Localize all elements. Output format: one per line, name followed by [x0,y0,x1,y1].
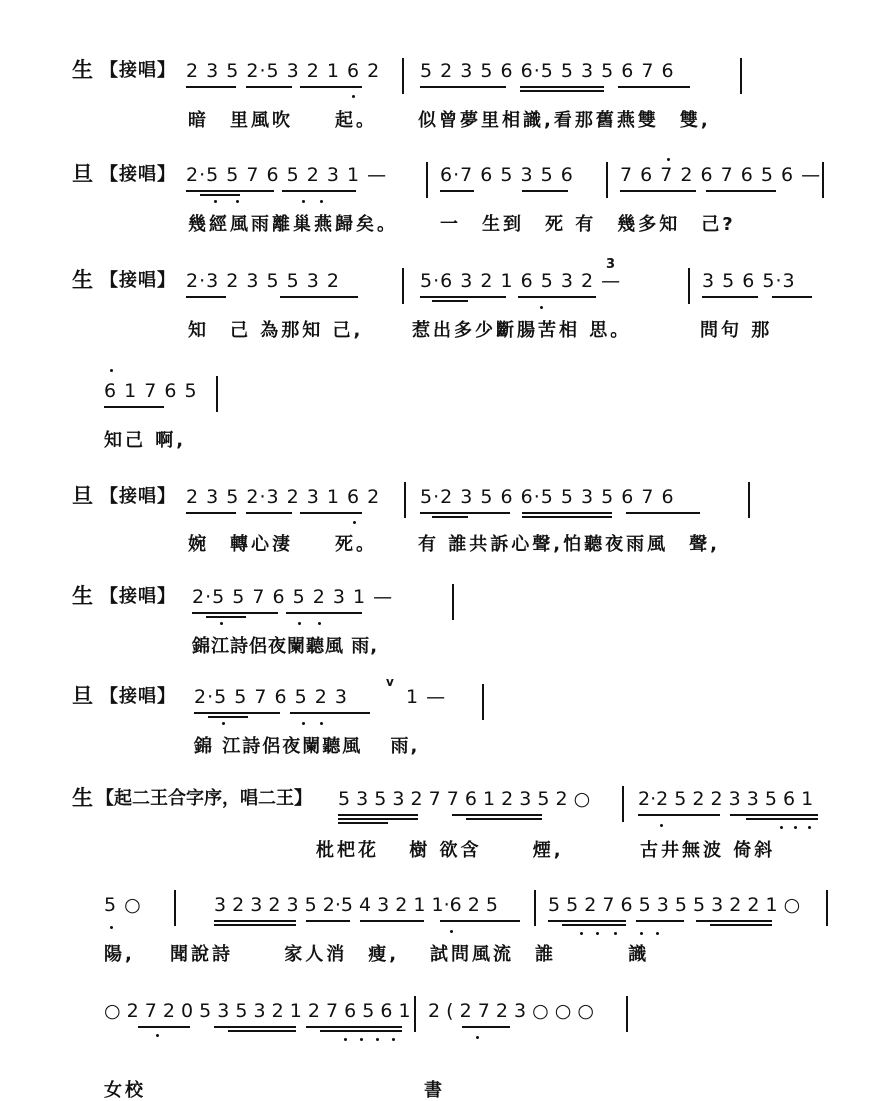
beam [452,814,542,816]
octave-dot [214,200,217,203]
octave-dot [320,200,323,203]
beam [186,190,274,192]
octave-dot [660,824,663,827]
beam [200,194,240,196]
lyric-line: 問句 那 [700,320,773,341]
octave-dot [344,1038,347,1041]
beam [522,512,612,514]
barline [174,890,176,926]
barline [402,58,404,94]
beam [710,924,772,926]
octave-dot [640,932,643,935]
beam [520,90,604,92]
lyric-line: 幾經風雨離巢燕歸矣。 [188,214,398,235]
beam [638,814,720,816]
beam [466,818,542,820]
beam [186,512,236,514]
role-mark: 旦 [72,162,93,186]
octave-dot [392,1038,395,1041]
barline [748,482,750,518]
octave-dot [298,622,301,625]
lyric-line: 暗 里風吹 起。 [188,110,377,131]
lyric-line: 錦 江詩侶夜闌聽風 雨, [194,736,420,757]
notation-segment: 5 2 3 5 6 6·5 5 3 5 6 7 6 [420,60,675,82]
octave-dot [360,1038,363,1041]
beam [620,190,696,192]
beam [518,296,596,298]
octave-dot [667,158,670,161]
octave-dot [352,95,355,98]
notation-segment: 5·6 3 2 1 6 5 3 2 — [420,270,622,292]
beam [228,1030,296,1032]
beam [214,920,296,922]
role-mark: 生 [72,268,93,292]
lyric-line: 陽, [104,944,135,965]
notation-segment: 5 ○ [104,894,142,916]
barline [688,268,690,304]
beam [306,1026,402,1028]
notation-segment: 1 — [406,686,447,708]
barline [402,268,404,304]
barline [626,996,628,1032]
beam [286,612,362,614]
octave-dot [540,306,543,309]
beam [194,712,280,714]
beam [186,296,226,298]
beam [104,406,164,408]
beam [562,924,626,926]
barline [606,162,608,198]
beam [420,512,510,514]
beam [214,924,296,926]
octave-dot [596,932,599,935]
barline [826,890,828,926]
beam [522,516,612,518]
lyric-line: 知己 啊, [104,430,187,451]
role-mark: 生 [72,786,93,810]
octave-dot [450,930,453,933]
lyric-line: 知 己 為那知 己, [188,320,364,341]
barline [414,996,416,1032]
notation-segment: 2 3 5 2·5 3 2 1 6 2 [186,60,381,82]
role-mark: 生 [72,584,93,608]
beam [282,190,356,192]
lyric-line: 古井無波 倚斜 [640,840,776,861]
lyric-line: 枇杷花 樹 欲含 煙, [316,840,564,861]
barline [822,162,824,198]
beam [440,920,520,922]
notation-segment: ○ 2 7 2 0 5 3 5 3 2 1 2 7 6 5 6 1 [104,1000,411,1022]
beam [246,86,292,88]
notation-segment: 6·7 6 5 3 5 6 [440,164,574,186]
beam [702,296,758,298]
octave-dot [110,926,113,929]
beam [300,86,362,88]
barline [216,376,218,412]
cue-label: 【接唱】 [100,60,176,81]
beam [300,512,362,514]
role-mark: 生 [72,58,93,82]
lyric-line: 婉 轉心淒 死。 [188,534,377,555]
barline [740,58,742,94]
beam [746,818,818,820]
cue-label: 【接唱】 [100,486,176,507]
lyric-line: 一 生到 死 有 幾多知 己? [440,214,736,235]
octave-dot [376,1038,379,1041]
beam [208,716,248,718]
beam [432,516,468,518]
beam [290,712,370,714]
octave-dot [236,200,239,203]
beam [520,86,604,88]
beam [246,512,292,514]
lyric-line: 女校 [104,1080,146,1101]
octave-dot [580,932,583,935]
beam [626,512,700,514]
notation-segment: 2 ( 2 7 2 3 ○ ○ ○ [428,1000,594,1022]
beam [772,296,812,298]
beam [320,1030,402,1032]
lyric-line: 似曾夢里相識,看那舊燕雙 雙, [418,110,711,131]
notation-segment: 2·5 5 7 6 5 2 3 1 — [186,164,388,186]
beam [338,814,418,816]
beam [338,822,388,824]
lyric-line: 聞說詩 家人消 瘦, [170,944,400,965]
octave-dot [614,932,617,935]
notation-segment: 6 1 7 6 5 [104,380,198,402]
octave-dot [780,826,783,829]
octave-dot [222,722,225,725]
beam [360,920,424,922]
octave-dot [320,722,323,725]
octave-dot [110,369,113,372]
octave-dot [353,521,356,524]
beam [280,296,358,298]
notation-segment: 5·2 3 5 6 6·5 5 3 5 6 7 6 [420,486,675,508]
barline [534,890,536,926]
beam [618,86,690,88]
beam [214,1026,296,1028]
lyric-line: 書 [424,1080,445,1101]
notation-segment: 5 3 5 3 2 7 7 6 1 2 3 5 2 ○ [338,788,591,810]
beam [192,612,278,614]
notation-segment: 5 5 2 7 6 5 3 5 5 3 2 2 1 ○ [548,894,801,916]
notation-segment: 2·5 5 7 6 5 2 3 1 — [192,586,394,608]
barline [426,162,428,198]
barline [404,482,406,518]
barline [452,584,454,620]
cue-label: 【接唱】 [100,586,176,607]
octave-dot [318,622,321,625]
notation-segment: 3 5 6 5·3 [702,270,796,292]
barline [622,786,624,822]
beam [706,190,776,192]
octave-dot [656,932,659,935]
role-mark: 旦 [72,684,93,708]
octave-dot [156,1034,159,1037]
cue-label: 【接唱】 [100,270,176,291]
notation-segment: 7 6 7 2 6 7 6 5 6 — [620,164,822,186]
role-mark: 旦 [72,484,93,508]
cue-label: 【接唱】 [100,686,176,707]
beam [730,814,818,816]
beam [440,190,474,192]
lyric-line: 錦江詩侶夜闌聽風 雨, [192,636,379,657]
beam [522,190,568,192]
beam [420,296,506,298]
beam [432,300,468,302]
notation-segment: 2·5 5 7 6 5 2 3 [194,686,348,708]
lyric-line: 有 誰共訴心聲,怕聽夜雨風 聲, [418,534,720,555]
barline [482,684,484,720]
grace-note: 3 [606,257,616,272]
beam [206,616,246,618]
cue-label: 【接唱】 [100,164,176,185]
cue-label: 【起二王合字序，唱二王】 [96,788,312,809]
notation-segment: 3 2 3 2 3 5 2·5 4 3 2 1 1·6 2 5 [214,894,499,916]
octave-dot [220,622,223,625]
beam [636,920,684,922]
beam [548,920,626,922]
notation-segment: 2 3 5 2·3 2 3 1 6 2 [186,486,381,508]
notation-segment: 2·2 5 2 2 3 3 5 6 1 [638,788,814,810]
notation-segment: 2·3 2 3 5 5 3 2 [186,270,340,292]
lyric-line: 試問風流 誰 識 [430,944,650,965]
octave-dot [302,200,305,203]
lyric-line: 惹出多少斷腸苦相 思。 [412,320,632,341]
octave-dot [808,826,811,829]
octave-dot [794,826,797,829]
beam [338,818,418,820]
beam [186,86,236,88]
breath-mark: v [386,675,394,689]
octave-dot [302,722,305,725]
beam [138,1026,190,1028]
beam [462,1026,510,1028]
beam [306,920,350,922]
octave-dot [476,1036,479,1039]
beam [420,86,506,88]
beam [696,920,772,922]
